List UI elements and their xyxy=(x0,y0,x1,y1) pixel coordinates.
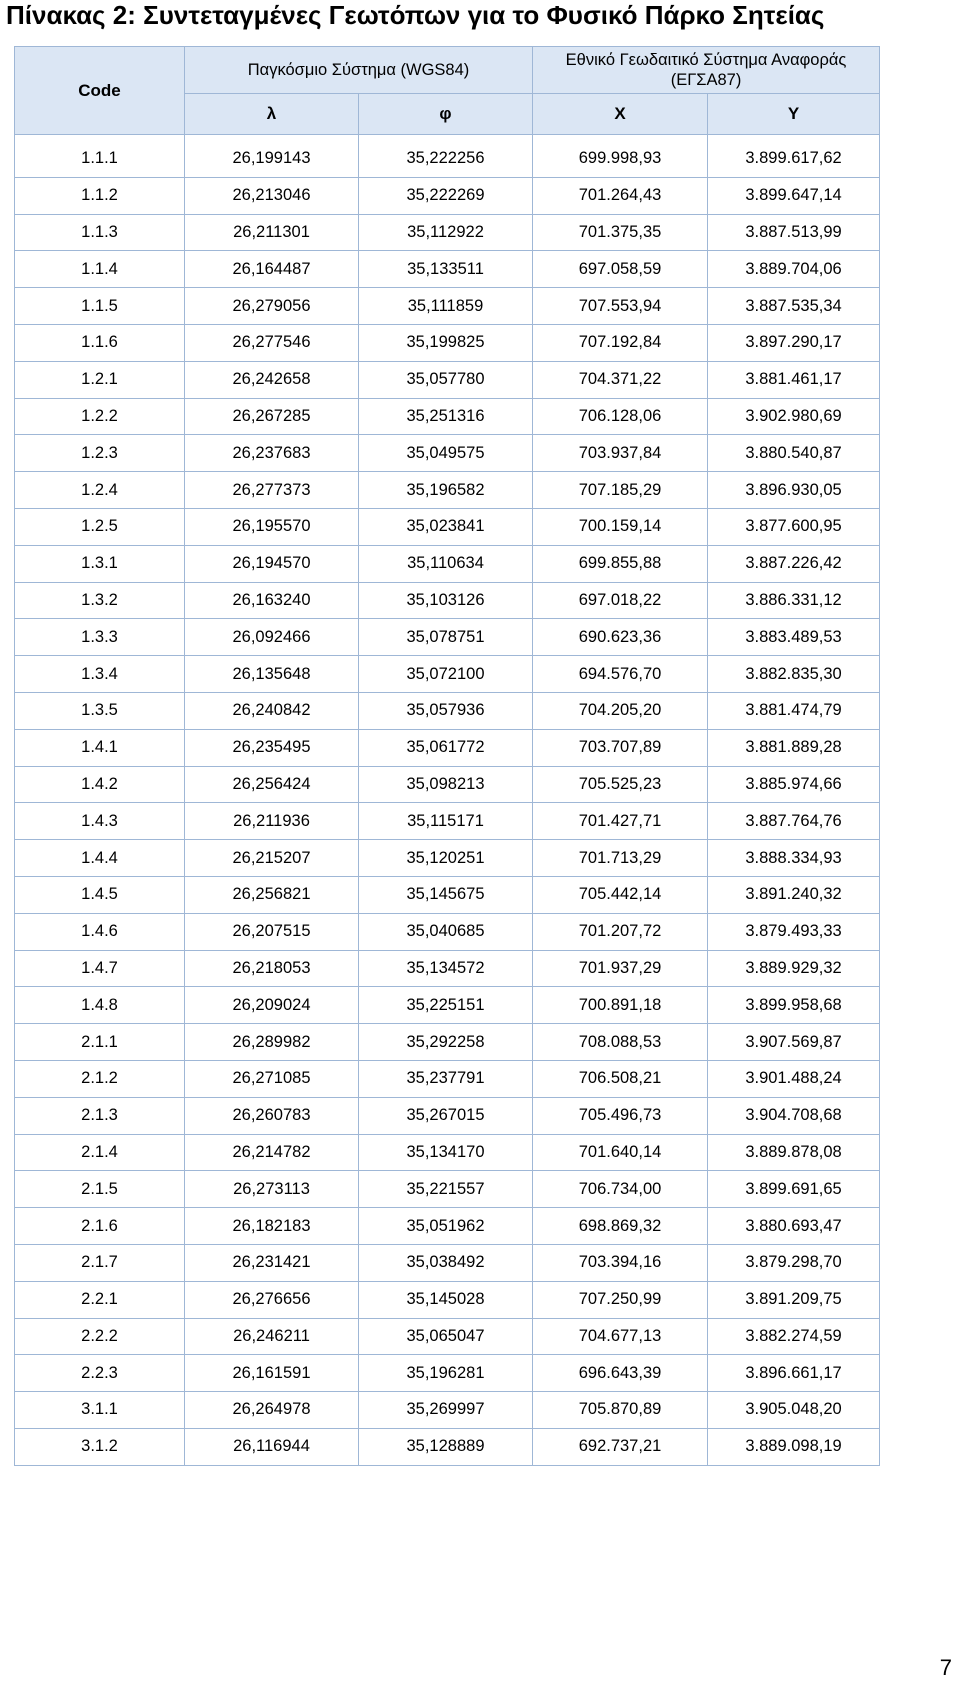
cell-phi: 35,111859 xyxy=(359,288,533,325)
table-row xyxy=(15,1428,880,1465)
cell-phi: 35,222269 xyxy=(359,177,533,214)
cell-y: 3.877.600,95 xyxy=(708,508,880,545)
cell-y: 3.880.693,47 xyxy=(708,1208,880,1245)
table-row xyxy=(15,398,880,435)
cell-code: 1.4.4 xyxy=(15,840,185,877)
cell-x: 701.713,29 xyxy=(533,840,708,877)
cell-lambda: 26,246211 xyxy=(185,1318,359,1355)
cell-lambda: 26,116944 xyxy=(185,1428,359,1465)
cell-code: 1.1.1 xyxy=(15,135,185,178)
cell-lambda: 26,214782 xyxy=(185,1134,359,1171)
cell-phi: 35,134572 xyxy=(359,950,533,987)
cell-x: 707.192,84 xyxy=(533,324,708,361)
cell-lambda: 26,273113 xyxy=(185,1171,359,1208)
cell-lambda: 26,215207 xyxy=(185,840,359,877)
cell-phi: 35,112922 xyxy=(359,214,533,251)
cell-code: 2.2.3 xyxy=(15,1355,185,1392)
cell-phi: 35,065047 xyxy=(359,1318,533,1355)
cell-lambda: 26,235495 xyxy=(185,729,359,766)
table-body xyxy=(15,135,880,1466)
header-x: X xyxy=(533,94,708,135)
cell-code: 1.2.1 xyxy=(15,361,185,398)
cell-phi: 35,115171 xyxy=(359,803,533,840)
table-row xyxy=(15,656,880,693)
cell-x: 704.677,13 xyxy=(533,1318,708,1355)
cell-x: 700.891,18 xyxy=(533,987,708,1024)
cell-phi: 35,098213 xyxy=(359,766,533,803)
cell-lambda: 26,182183 xyxy=(185,1208,359,1245)
cell-phi: 35,057936 xyxy=(359,692,533,729)
cell-y: 3.879.298,70 xyxy=(708,1244,880,1281)
table-row xyxy=(15,508,880,545)
cell-lambda: 26,213046 xyxy=(185,177,359,214)
cell-phi: 35,072100 xyxy=(359,656,533,693)
table-row xyxy=(15,692,880,729)
table-row xyxy=(15,1134,880,1171)
cell-phi: 35,237791 xyxy=(359,1060,533,1097)
cell-phi: 35,196281 xyxy=(359,1355,533,1392)
cell-code: 3.1.2 xyxy=(15,1428,185,1465)
cell-y: 3.881.461,17 xyxy=(708,361,880,398)
coordinates-table xyxy=(14,46,880,1466)
cell-code: 1.3.1 xyxy=(15,545,185,582)
cell-phi: 35,145675 xyxy=(359,876,533,913)
cell-lambda: 26,135648 xyxy=(185,656,359,693)
cell-y: 3.902.980,69 xyxy=(708,398,880,435)
cell-code: 1.4.8 xyxy=(15,987,185,1024)
table-row xyxy=(15,987,880,1024)
cell-lambda: 26,218053 xyxy=(185,950,359,987)
cell-phi: 35,110634 xyxy=(359,545,533,582)
cell-lambda: 26,237683 xyxy=(185,435,359,472)
cell-x: 698.869,32 xyxy=(533,1208,708,1245)
cell-x: 701.375,35 xyxy=(533,214,708,251)
cell-phi: 35,051962 xyxy=(359,1208,533,1245)
cell-code: 1.3.5 xyxy=(15,692,185,729)
table-row xyxy=(15,324,880,361)
cell-code: 2.2.1 xyxy=(15,1281,185,1318)
cell-code: 2.1.2 xyxy=(15,1060,185,1097)
cell-code: 1.4.1 xyxy=(15,729,185,766)
cell-y: 3.880.540,87 xyxy=(708,435,880,472)
cell-x: 690.623,36 xyxy=(533,619,708,656)
table-row xyxy=(15,840,880,877)
cell-code: 1.1.4 xyxy=(15,251,185,288)
table-row xyxy=(15,1244,880,1281)
table-row xyxy=(15,177,880,214)
cell-code: 2.1.3 xyxy=(15,1097,185,1134)
cell-y: 3.904.708,68 xyxy=(708,1097,880,1134)
cell-y: 3.891.209,75 xyxy=(708,1281,880,1318)
cell-phi: 35,221557 xyxy=(359,1171,533,1208)
page-number: 7 xyxy=(939,1655,952,1680)
header-egsa87: Εθνικό Γεωδαιτικό Σύστημα Αναφοράς (ΕΓΣΑ87) xyxy=(533,47,880,94)
cell-x: 708.088,53 xyxy=(533,1024,708,1061)
table-row xyxy=(15,545,880,582)
cell-y: 3.888.334,93 xyxy=(708,840,880,877)
cell-lambda: 26,276656 xyxy=(185,1281,359,1318)
table-row xyxy=(15,1318,880,1355)
cell-code: 2.1.5 xyxy=(15,1171,185,1208)
cell-x: 699.855,88 xyxy=(533,545,708,582)
cell-x: 706.734,00 xyxy=(533,1171,708,1208)
cell-lambda: 26,260783 xyxy=(185,1097,359,1134)
cell-y: 3.896.930,05 xyxy=(708,472,880,509)
table-row xyxy=(15,251,880,288)
header-wgs84: Παγκόσμιο Σύστημα (WGS84) xyxy=(185,47,533,94)
cell-code: 2.1.7 xyxy=(15,1244,185,1281)
cell-x: 705.442,14 xyxy=(533,876,708,913)
cell-phi: 35,038492 xyxy=(359,1244,533,1281)
cell-x: 707.553,94 xyxy=(533,288,708,325)
cell-y: 3.901.488,24 xyxy=(708,1060,880,1097)
cell-phi: 35,251316 xyxy=(359,398,533,435)
cell-phi: 35,128889 xyxy=(359,1428,533,1465)
table-row xyxy=(15,1208,880,1245)
cell-lambda: 26,256821 xyxy=(185,876,359,913)
cell-lambda: 26,195570 xyxy=(185,508,359,545)
table-row xyxy=(15,766,880,803)
cell-x: 701.640,14 xyxy=(533,1134,708,1171)
cell-y: 3.905.048,20 xyxy=(708,1392,880,1429)
cell-y: 3.889.878,08 xyxy=(708,1134,880,1171)
cell-lambda: 26,199143 xyxy=(185,135,359,178)
cell-x: 701.207,72 xyxy=(533,913,708,950)
table-row xyxy=(15,619,880,656)
cell-x: 705.496,73 xyxy=(533,1097,708,1134)
cell-y: 3.887.513,99 xyxy=(708,214,880,251)
cell-code: 1.2.2 xyxy=(15,398,185,435)
table-row xyxy=(15,472,880,509)
cell-y: 3.882.835,30 xyxy=(708,656,880,693)
cell-lambda: 26,164487 xyxy=(185,251,359,288)
cell-x: 701.427,71 xyxy=(533,803,708,840)
cell-lambda: 26,240842 xyxy=(185,692,359,729)
cell-y: 3.889.098,19 xyxy=(708,1428,880,1465)
table-row xyxy=(15,729,880,766)
cell-x: 704.371,22 xyxy=(533,361,708,398)
cell-phi: 35,269997 xyxy=(359,1392,533,1429)
cell-y: 3.887.764,76 xyxy=(708,803,880,840)
cell-x: 703.937,84 xyxy=(533,435,708,472)
coordinates-table-container xyxy=(14,46,880,1466)
cell-y: 3.897.290,17 xyxy=(708,324,880,361)
cell-x: 697.018,22 xyxy=(533,582,708,619)
cell-lambda: 26,211301 xyxy=(185,214,359,251)
cell-y: 3.883.489,53 xyxy=(708,619,880,656)
cell-phi: 35,103126 xyxy=(359,582,533,619)
cell-code: 1.4.5 xyxy=(15,876,185,913)
table-row xyxy=(15,435,880,472)
table-row xyxy=(15,913,880,950)
cell-lambda: 26,289982 xyxy=(185,1024,359,1061)
cell-lambda: 26,279056 xyxy=(185,288,359,325)
cell-lambda: 26,264978 xyxy=(185,1392,359,1429)
cell-x: 694.576,70 xyxy=(533,656,708,693)
cell-lambda: 26,231421 xyxy=(185,1244,359,1281)
cell-phi: 35,040685 xyxy=(359,913,533,950)
cell-y: 3.885.974,66 xyxy=(708,766,880,803)
header-row-1 xyxy=(15,47,880,94)
cell-code: 1.3.2 xyxy=(15,582,185,619)
cell-x: 705.870,89 xyxy=(533,1392,708,1429)
header-lambda: λ xyxy=(185,94,359,135)
cell-y: 3.887.535,34 xyxy=(708,288,880,325)
header-y: Y xyxy=(708,94,880,135)
cell-x: 706.128,06 xyxy=(533,398,708,435)
cell-x: 696.643,39 xyxy=(533,1355,708,1392)
cell-lambda: 26,207515 xyxy=(185,913,359,950)
cell-code: 2.2.2 xyxy=(15,1318,185,1355)
cell-phi: 35,134170 xyxy=(359,1134,533,1171)
table-row xyxy=(15,361,880,398)
table-row xyxy=(15,288,880,325)
cell-x: 704.205,20 xyxy=(533,692,708,729)
table-row xyxy=(15,803,880,840)
table-row xyxy=(15,1355,880,1392)
cell-phi: 35,061772 xyxy=(359,729,533,766)
cell-y: 3.887.226,42 xyxy=(708,545,880,582)
header-code: Code xyxy=(15,47,185,135)
cell-x: 701.264,43 xyxy=(533,177,708,214)
cell-phi: 35,120251 xyxy=(359,840,533,877)
cell-code: 1.1.5 xyxy=(15,288,185,325)
cell-phi: 35,196582 xyxy=(359,472,533,509)
cell-code: 2.1.4 xyxy=(15,1134,185,1171)
cell-y: 3.899.691,65 xyxy=(708,1171,880,1208)
cell-phi: 35,267015 xyxy=(359,1097,533,1134)
cell-x: 692.737,21 xyxy=(533,1428,708,1465)
cell-lambda: 26,194570 xyxy=(185,545,359,582)
table-row xyxy=(15,135,880,178)
cell-lambda: 26,163240 xyxy=(185,582,359,619)
cell-code: 1.3.3 xyxy=(15,619,185,656)
cell-y: 3.899.647,14 xyxy=(708,177,880,214)
cell-lambda: 26,242658 xyxy=(185,361,359,398)
cell-code: 1.4.7 xyxy=(15,950,185,987)
cell-x: 699.998,93 xyxy=(533,135,708,178)
cell-code: 1.1.6 xyxy=(15,324,185,361)
cell-y: 3.882.274,59 xyxy=(708,1318,880,1355)
cell-code: 1.4.6 xyxy=(15,913,185,950)
cell-y: 3.889.929,32 xyxy=(708,950,880,987)
cell-code: 3.1.1 xyxy=(15,1392,185,1429)
cell-lambda: 26,267285 xyxy=(185,398,359,435)
table-row xyxy=(15,582,880,619)
cell-code: 1.1.3 xyxy=(15,214,185,251)
page-title: Πίνακας 2: Συντεταγμένες Γεωτόπων για το Φυσικό Πάρκο Σητείας xyxy=(6,0,825,30)
cell-y: 3.881.474,79 xyxy=(708,692,880,729)
cell-lambda: 26,277546 xyxy=(185,324,359,361)
cell-code: 1.4.2 xyxy=(15,766,185,803)
table-row xyxy=(15,1171,880,1208)
table-row xyxy=(15,1281,880,1318)
cell-phi: 35,078751 xyxy=(359,619,533,656)
table-row xyxy=(15,876,880,913)
cell-phi: 35,222256 xyxy=(359,135,533,178)
cell-phi: 35,023841 xyxy=(359,508,533,545)
header-phi: φ xyxy=(359,94,533,135)
cell-phi: 35,199825 xyxy=(359,324,533,361)
cell-y: 3.891.240,32 xyxy=(708,876,880,913)
cell-code: 1.1.2 xyxy=(15,177,185,214)
cell-lambda: 26,209024 xyxy=(185,987,359,1024)
cell-x: 707.185,29 xyxy=(533,472,708,509)
cell-code: 1.2.4 xyxy=(15,472,185,509)
cell-y: 3.879.493,33 xyxy=(708,913,880,950)
table-row xyxy=(15,1097,880,1134)
cell-lambda: 26,271085 xyxy=(185,1060,359,1097)
cell-x: 703.707,89 xyxy=(533,729,708,766)
cell-code: 1.2.5 xyxy=(15,508,185,545)
table-row xyxy=(15,1392,880,1429)
cell-y: 3.889.704,06 xyxy=(708,251,880,288)
cell-y: 3.899.617,62 xyxy=(708,135,880,178)
cell-code: 2.1.1 xyxy=(15,1024,185,1061)
cell-phi: 35,225151 xyxy=(359,987,533,1024)
cell-x: 706.508,21 xyxy=(533,1060,708,1097)
cell-code: 1.3.4 xyxy=(15,656,185,693)
cell-lambda: 26,277373 xyxy=(185,472,359,509)
cell-y: 3.881.889,28 xyxy=(708,729,880,766)
cell-x: 707.250,99 xyxy=(533,1281,708,1318)
table-row xyxy=(15,1060,880,1097)
table-row xyxy=(15,950,880,987)
cell-code: 2.1.6 xyxy=(15,1208,185,1245)
cell-x: 697.058,59 xyxy=(533,251,708,288)
cell-lambda: 26,211936 xyxy=(185,803,359,840)
table-row xyxy=(15,214,880,251)
table-row xyxy=(15,1024,880,1061)
cell-x: 701.937,29 xyxy=(533,950,708,987)
cell-phi: 35,057780 xyxy=(359,361,533,398)
cell-y: 3.896.661,17 xyxy=(708,1355,880,1392)
cell-y: 3.886.331,12 xyxy=(708,582,880,619)
cell-phi: 35,292258 xyxy=(359,1024,533,1061)
cell-code: 1.4.3 xyxy=(15,803,185,840)
cell-lambda: 26,161591 xyxy=(185,1355,359,1392)
cell-phi: 35,133511 xyxy=(359,251,533,288)
cell-code: 1.2.3 xyxy=(15,435,185,472)
cell-y: 3.907.569,87 xyxy=(708,1024,880,1061)
cell-x: 705.525,23 xyxy=(533,766,708,803)
cell-lambda: 26,092466 xyxy=(185,619,359,656)
cell-x: 700.159,14 xyxy=(533,508,708,545)
cell-lambda: 26,256424 xyxy=(185,766,359,803)
cell-phi: 35,049575 xyxy=(359,435,533,472)
cell-x: 703.394,16 xyxy=(533,1244,708,1281)
cell-y: 3.899.958,68 xyxy=(708,987,880,1024)
cell-phi: 35,145028 xyxy=(359,1281,533,1318)
